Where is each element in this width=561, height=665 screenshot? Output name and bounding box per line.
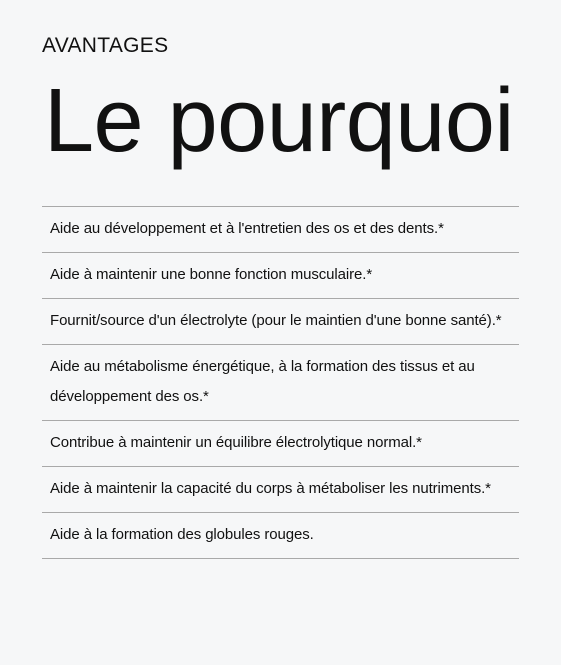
benefit-item: Aide à la formation des globules rouges. — [42, 513, 519, 559]
benefit-item: Aide à maintenir une bonne fonction musculaire.* — [42, 253, 519, 299]
benefit-item: Fournit/source d'un électrolyte (pour le maintien d'une bonne santé).* — [42, 299, 519, 345]
benefit-item: Aide à maintenir la capacité du corps à métaboliser les nutriments.* — [42, 467, 519, 513]
benefit-item: Aide au développement et à l'entretien des os et des dents.* — [42, 207, 519, 253]
benefit-item: Aide au métabolisme énergétique, à la formation des tissus et au développement des os.* — [42, 345, 519, 421]
section-eyebrow: AVANTAGES — [42, 34, 169, 57]
benefits-list — [42, 206, 519, 559]
benefit-item: Contribue à maintenir un équilibre électrolytique normal.* — [42, 421, 519, 467]
section-title: Le pourquoi — [44, 71, 514, 171]
